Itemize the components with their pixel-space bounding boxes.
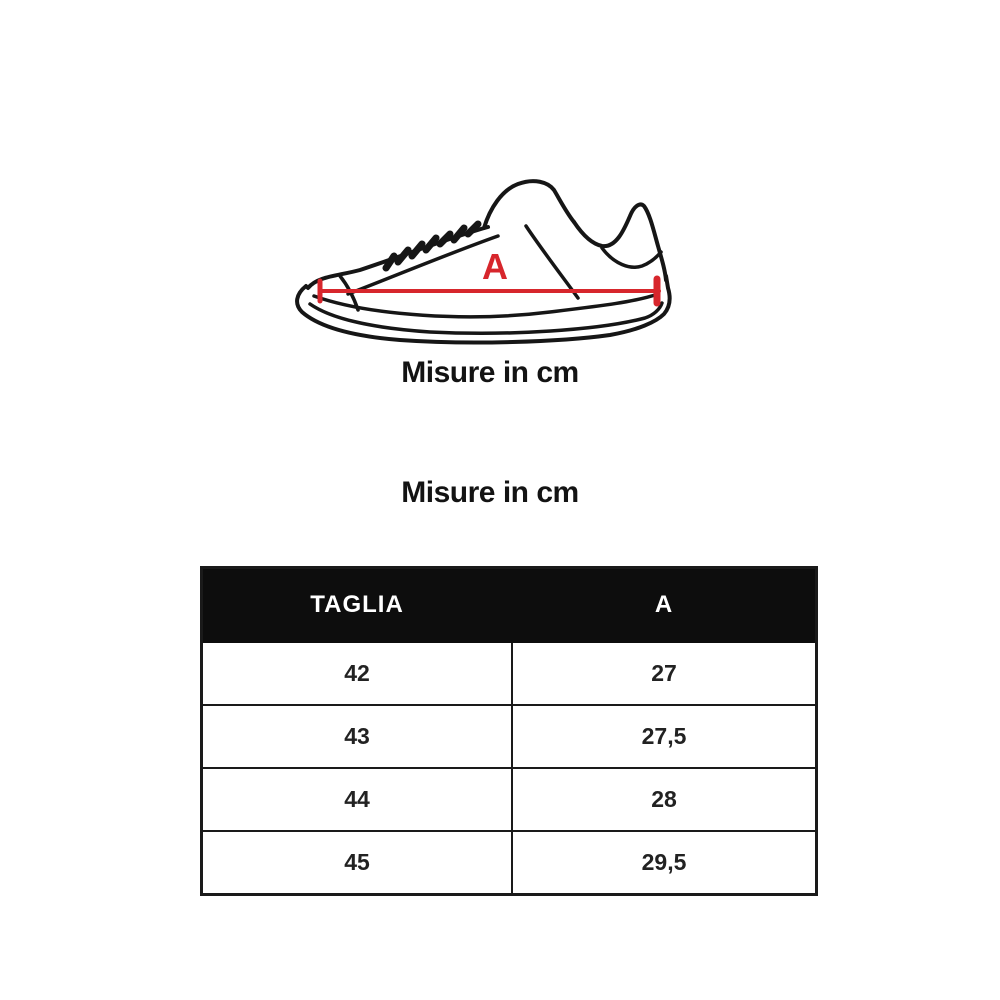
- diagram-caption: Misure in cm: [401, 356, 579, 389]
- cell-measure-a: 28: [512, 768, 816, 831]
- table-row: [202, 831, 817, 895]
- cell-taglia: 44: [202, 768, 513, 831]
- cell-taglia: 43: [202, 705, 513, 768]
- cell-measure-a: 29,5: [512, 831, 816, 895]
- shoe-diagram: [290, 158, 690, 390]
- table-row: [202, 642, 817, 705]
- table-row: [202, 768, 817, 831]
- table-row: [202, 705, 817, 768]
- size-table-header-a: A: [512, 568, 816, 643]
- size-table-header-taglia: TAGLIA: [202, 568, 513, 643]
- cell-measure-a: 27: [512, 642, 816, 705]
- section-heading: Misure in cm: [401, 476, 579, 509]
- sneaker-outline-drawing: [290, 158, 690, 353]
- cell-taglia: 45: [202, 831, 513, 895]
- collar-heel-outline: [574, 204, 666, 280]
- size-table-header-row: [202, 568, 817, 643]
- cell-measure-a: 27,5: [512, 705, 816, 768]
- size-table: [200, 566, 818, 896]
- tongue-outline: [484, 181, 574, 228]
- measure-a-label: A: [482, 246, 508, 287]
- sole-top-line: [314, 294, 658, 317]
- cell-taglia: 42: [202, 642, 513, 705]
- heel-patch-seam: [602, 248, 661, 267]
- quarter-seam: [526, 226, 578, 298]
